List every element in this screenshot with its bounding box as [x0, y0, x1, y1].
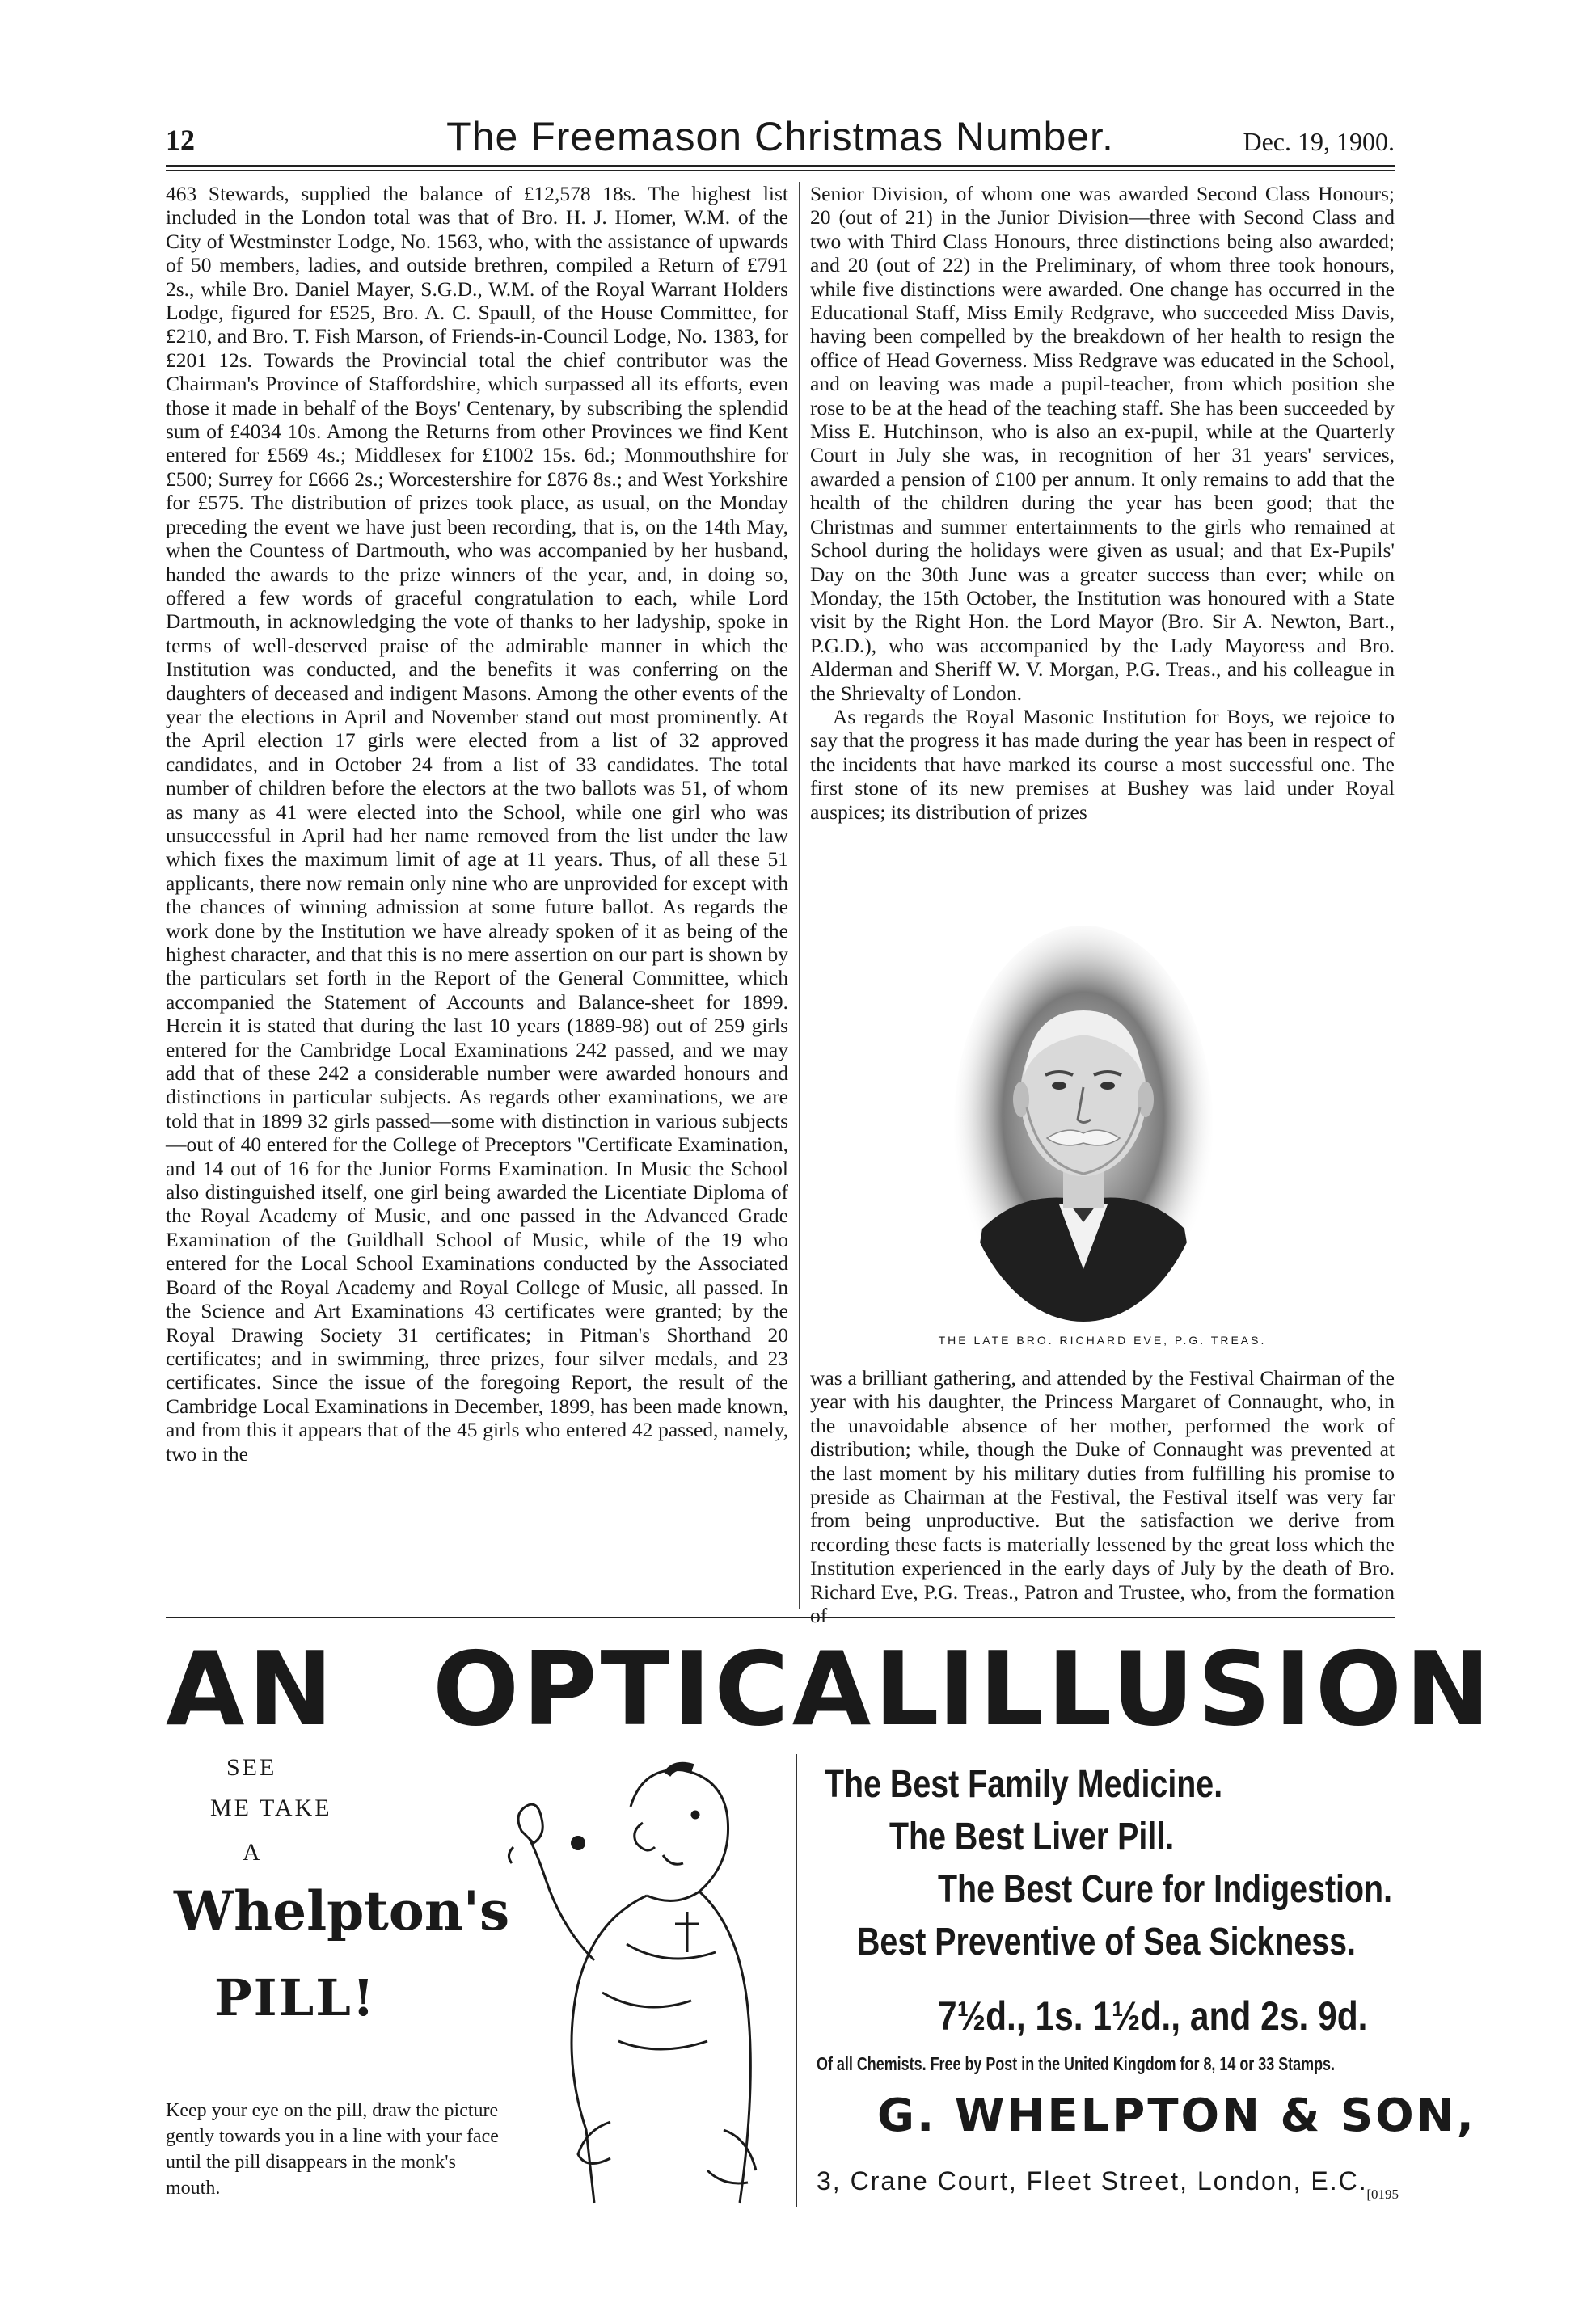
- advert-address: 3, Crane Court, Fleet Street, London, E.C.: [817, 2166, 1368, 2195]
- headline-word: ILLUSION: [938, 1630, 1494, 1748]
- advert-claim-sea-sickness: Best Preventive of Sea Sickness.: [857, 1921, 1356, 1963]
- running-header: [166, 112, 1395, 162]
- advert-brand: Whelpton's: [174, 1879, 510, 1942]
- article-column-right-top: [810, 182, 1395, 829]
- advert-claim-liver-pill: The Best Liver Pill.: [889, 1816, 1175, 1858]
- issue-date: Dec. 19, 1900.: [1243, 127, 1395, 156]
- advert-prices: 7½d., 1s. 1½d., and 2s. 9d.: [938, 1993, 1368, 2039]
- advert-see: SEE: [226, 1754, 277, 1781]
- article-column-left: [166, 182, 788, 1605]
- header-rule-bottom: [166, 170, 1395, 171]
- pill-dot: [571, 1836, 585, 1850]
- article-paragraph: Senior Division, of whom one was awarded Second Class Honours; 20 (out of 21) in the Junior Division—three with Second Class and two with Third Class Honours, three distinctions being also awarded; and 20 (out of 22) in the Preliminary, of whom three took honours, while five distinctions were awarded. One change has occurred in the Educational Staff, Miss Emily Redgrave, who succeeded Miss Davis, having been compelled by the breakdown of her health to resign the office of Head Governess. Miss Redgrave was educated in the School, and on leaving was made a pupil-teacher, from which position she rose to be at the head of the teaching staff. She has been succeeded by Miss E. Hutchinson, who is also an ex-pupil, while at the Quarterly Court in July she was, in recognition of her 31 years' services, awarded a pension of £100 per annum. It only remains to add that the health of the children during the year has been good; that the Christmas and summer entertainments to the girls who remained at School during the holidays were given as usual; and that Ex-Pupils' Day on the 30th June was a greater success than ever; while on Monday, the 15th October, the Institution was honoured with a State visit by the Right Hon. the Lord Mayor (Bro. Sir A. Newton, Bart., P.G.D.), who was accompanied by the Lady Mayoress and Bro. Alderman and Sheriff W. V. Morgan, P.G. Treas., and his colleague in the Shrievalty of London.: [810, 182, 1395, 705]
- monk-illustration: [481, 1750, 788, 2219]
- advert-firm-name: G. WHELPTON & SON,: [877, 2090, 1476, 2142]
- headline-word: OPTICAL: [433, 1630, 943, 1748]
- advert-instructions: Keep your eye on the pill, draw the picture gently towards you in a line with your face until the pill disappears in the monk's mouth.: [166, 2100, 499, 2199]
- headline-word: AN: [166, 1630, 336, 1748]
- advert-claim-indigestion: The Best Cure for Indigestion.: [938, 1868, 1393, 1911]
- portrait-caption: THE LATE BRO. RICHARD EVE, P.G. TREAS.: [938, 1334, 1267, 1347]
- header-rule-top: [166, 165, 1395, 167]
- advert-text-panel: [817, 1750, 1476, 2219]
- advert-me-take: ME TAKE: [210, 1795, 332, 1821]
- article-paragraph: As regards the Royal Masonic Institution for Boys, we rejoice to say that the progress it has made during the year has been in respect of the incidents that have marked its course a most successful one. The first stone of its new premises at Bushey was laid under Royal auspices; its distribution of prizes: [810, 704, 1395, 824]
- advert-divider: [796, 1754, 797, 2207]
- advert-code: [0195: [1366, 2187, 1399, 2202]
- page-number: 12: [166, 124, 195, 156]
- publication-title: The Freemason Christmas Number.: [446, 114, 1114, 159]
- advert-headline: [166, 1630, 1494, 1748]
- article-paragraph: was a brilliant gathering, and attended by the Festival Chairman of the year with his daughter, the Princess Margaret of Connaught, who, in the unavoidable absence of her mother, performed the work of distribution; while, though the Duke of Connaught was prevented at the last moment by his military duties from fulfilling his promise to preside as Chairman at the Festival, the Festival itself was very far from being unproductive. But the satisfaction we derive from recording these facts is materially lessened by the great loss which the Institution experienced in the early days of July by the death of Bro. Richard Eve, P.G. Treas., Patron and Trustee, who, from the formation of: [810, 1366, 1395, 1628]
- article-paragraph: 463 Stewards, supplied the balance of £12,578 18s. The highest list included in the London total was that of Bro. H. J. Homer, W.M. of the City of Westminster Lodge, No. 1563, who, with the assistance of upwards of 50 members, ladies, and outside brethren, compiled a Return of £791 2s., while Bro. Daniel Mayer, S.G.D., W.M. of the Royal Warrant Holders Lodge, figured for £525, Bro. A. C. Spaull, of the House Committee, for £210, and Bro. T. Fish Marson, of Friends-in-Council Lodge, No. 1383, for £201 12s. Towards the Provincial total the chief contributor was the Chairman's Province of Staffordshire, which surpassed all its efforts, even those it made in behalf of the Boys' Centenary, by subscribing the splendid sum of £4034 10s. Among the Returns from other Provinces we find Kent entered for £569 4s.; Middlesex for £1002 15s. 6d.; Monmouthshire for £500; Surrey for £666 2s.; Worcestershire for £876 8s.; and West Yorkshire for £575. The distribution of prizes took place, as usual, on the Monday preceding the event we have just been recording, that is, on the 14th May, when the Countess of Dartmouth, who was accompanied by her husband, handed the awards to the prize winners of the year, and, in doing so, offered a few words of graceful congratulation to each, while Lord Dartmouth, in acknowledging the vote of thanks to her ladyship, spoke in terms of well-deserved praise of the admirable manner in which the Institution was conducted, and the benefits it was conferring on the daughters of deceased and indigent Masons. Among the other events of the year the elections in April and November stand out most prominently. At the April election 17 girls were elected from a list of 32 approved candidates, and in October 24 from a list of 33 candidates. The total number of children before the electors at the two ballots was 51, of whom as many as 41 were elected into the School, while one girl who was unsuccessful in April had her name removed from the list under the law which fixes the maximum limit of age at 11 years. Thus, of all these 51 applicants, there now remain only nine who are unprovided for except with the chances of winning admission at some future ballot. As regards the work done by the Institution we have already spoken of it as being of the highest character, and that this is no mere assertion on our part is shown by the particulars set forth in the Report of the General Committee, which accompanied the Statement of Accounts and Balance-sheet for 1899. Herein it is stated that during the last 10 years (1889-98) out of 259 girls entered for the Cambridge Local Examinations 242 passed, and we may add that of these 242 a considerable number were awarded honours and distinctions in particular subjects. As regards other examinations, we are told that in 1899 32 girls passed—some with distinction in various subjects—out of 40 entered for the College of Preceptors "Certificate Examination, and 14 out of 16 for the Junior Forms Examination. In Music the School also distinguished itself, one girl being awarded the Licentiate Diploma of the Royal Academy of Music, and one passed in the Advanced Grade Examination of the Guildhall School of Music, while of the 19 who entered for the Local School Examinations conducted by the Associated Board of the Royal Academy and Royal College of Music, all passed. In the Science and Art Examinations 43 certificates were granted; by the Royal Drawing Society 31 certificates; in Pitman's Shorthand 20 certificates; and in swimming, three prizes, four silver medals, and 23 certificates. Since the issue of the foregoing Report, the result of the Cambridge Local Examinations in December, 1899, has been made known, and from this it appears that of the 45 girls who entered 42 passed, namely, two in the: [166, 182, 788, 1466]
- advert-claim-family-medicine: The Best Family Medicine.: [825, 1763, 1223, 1806]
- advert-pill: PILL!: [214, 1968, 377, 2027]
- advert-a: A: [243, 1839, 263, 1866]
- article-column-right-bottom: [810, 1366, 1395, 1628]
- advert-illustration-panel: [166, 1750, 788, 2219]
- column-divider: [799, 182, 800, 1609]
- advert-post-note: Of all Chemists. Free by Post in the United Kingdom for 8, 14 or 33 Stamps.: [817, 2053, 1335, 2074]
- portrait-engraving: [950, 922, 1217, 1326]
- article-end-rule: [166, 1617, 1395, 1618]
